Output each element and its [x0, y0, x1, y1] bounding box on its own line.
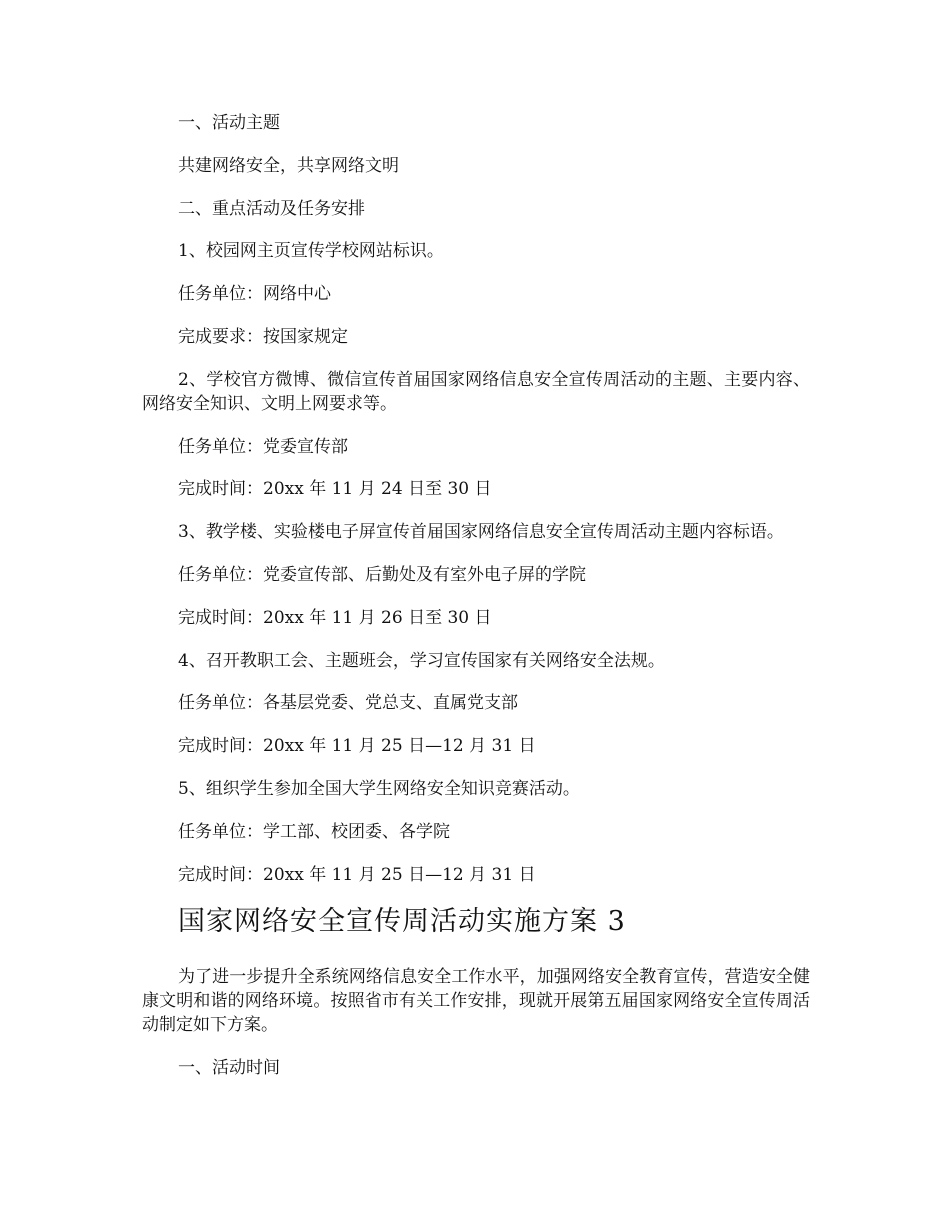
plan-heading: 国家网络安全宣传周活动实施方案 3	[178, 906, 626, 938]
activity-5-unit: 任务单位：学工部、校团委、各学院	[178, 821, 450, 842]
activity-3-unit: 任务单位：党委宣传部、后勤处及有室外电子屏的学院	[178, 564, 586, 585]
activity-5-time: 完成时间：20xx 年 11 月 25 日—12 月 31 日	[178, 864, 536, 885]
activity-item-3: 3、教学楼、实验楼电子屏宣传首届国家网络信息安全宣传周活动主题内容标语。	[178, 522, 784, 543]
activity-item-4: 4、召开教职工会、主题班会，学习宣传国家有关网络安全法规。	[178, 650, 665, 671]
document-body	[142, 111, 810, 1099]
activity-3-time: 完成时间：20xx 年 11 月 26 日至 30 日	[178, 607, 492, 628]
activity-1-requirement: 完成要求：按国家规定	[178, 326, 348, 347]
activity-4-time: 完成时间：20xx 年 11 月 25 日—12 月 31 日	[178, 736, 536, 757]
activity-item-5: 5、组织学生参加全国大学生网络安全知识竞赛活动。	[178, 778, 580, 799]
activity-4-unit: 任务单位：各基层党委、党总支、直属党支部	[178, 693, 518, 714]
activity-1-unit: 任务单位：网络中心	[178, 284, 331, 305]
theme-text: 共建网络安全，共享网络文明	[178, 155, 399, 176]
plan-intro: 为了进一步提升全系统网络信息安全工作水平，加强网络安全教育宣传，营造安全健康文明和谐的网络环境。按照省市有关工作安排，现就开展第五届国家网络安全宣传周活动制定如下方案。	[142, 967, 810, 1036]
activity-2-time: 完成时间：20xx 年 11 月 24 日至 30 日	[178, 479, 492, 500]
section-heading-time: 一、活动时间	[178, 1058, 280, 1079]
activity-item-1: 1、校园网主页宣传学校网站标识。	[178, 241, 444, 262]
section-heading-activities: 二、重点活动及任务安排	[178, 198, 365, 219]
activity-2-unit: 任务单位：党委宣传部	[178, 436, 348, 457]
activity-item-2: 2、学校官方微博、微信宣传首届国家网络信息安全宣传周活动的主题、主要内容、网络安全知识、文明上网要求等。	[142, 369, 810, 414]
section-heading-theme: 一、活动主题	[178, 113, 280, 133]
